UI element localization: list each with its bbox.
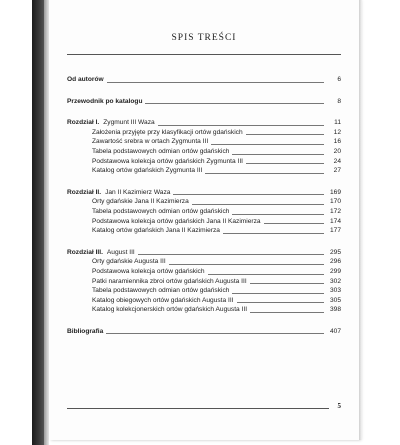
entry-page-number: 172 (329, 207, 341, 215)
leader-line (107, 82, 324, 83)
entry-text: Podstawowa kolekcja ortów gdańskich (92, 267, 205, 275)
toc-entry (67, 97, 341, 107)
toc-entry (67, 75, 341, 85)
toc-entry (67, 327, 341, 337)
toc-entry-title (92, 226, 220, 236)
leader-line (106, 333, 324, 334)
entry-page-number: 407 (329, 327, 341, 335)
entry-page-number: 6 (337, 76, 341, 83)
toc-entry-title (92, 137, 208, 147)
entry-page-number: 170 (329, 198, 341, 206)
toc-entry-title (67, 97, 142, 107)
entry-page-number: 302 (329, 277, 341, 285)
toc-chapter-entry (67, 118, 341, 128)
entry-text: Jan II Kazimierz Waza (105, 188, 171, 196)
leader-line (250, 283, 324, 284)
chapter-label: Rozdział I. (67, 119, 100, 127)
entry-text: Podstawowa kolekcja ortów gdańskich Jana II Kazimierza (92, 217, 261, 225)
entry-text: Zawartość srebra w ortach Zygmunta III (92, 138, 209, 146)
toc-subentry (67, 128, 341, 138)
spacer (67, 85, 341, 97)
toc-subentry (67, 157, 341, 167)
entry-text: Tabela podstawowych odmian ortów gdańskich (92, 147, 230, 155)
leader-line (208, 274, 324, 275)
entry-text: Katalog obiegowych ortów gdańskich Augusta III (92, 296, 234, 304)
entry-page-number: 303 (329, 287, 341, 295)
table-of-contents (67, 75, 341, 344)
page-number: 5 (337, 402, 341, 410)
entry-page-number: 169 (329, 188, 341, 196)
toc-subentry (67, 296, 341, 306)
spacer (67, 315, 341, 327)
spacer (67, 106, 341, 118)
leader-line (173, 194, 324, 195)
entry-text: Założenia przyjęte przy klasyfikacji ortów gdańskich (92, 128, 243, 136)
leader-line (205, 173, 324, 174)
spacer (67, 176, 341, 188)
toc-entry-title (92, 267, 205, 277)
entry-page-number: 398 (329, 306, 341, 314)
leader-line (145, 103, 324, 104)
toc-entry-title (92, 157, 243, 167)
entry-text: Patki naramiennika zbroi ortów gdańskich Augusta III (92, 277, 247, 285)
toc-entry-title (67, 248, 135, 258)
entry-page-number: 296 (329, 258, 341, 266)
leader-line (232, 214, 324, 215)
toc-entry-title (92, 305, 247, 315)
entry-text: Orty gdańskie Augusta III (92, 258, 166, 266)
entry-page-number: 12 (333, 128, 341, 136)
leader-line (246, 134, 324, 135)
leader-line (264, 223, 324, 224)
chapter-label: Rozdział III. (67, 248, 103, 256)
entry-text: Orty gdańskie Jana II Kazimierza (92, 198, 189, 206)
toc-entry-title (92, 147, 229, 157)
toc-subentry (67, 166, 341, 176)
toc-subentry (67, 257, 341, 267)
toc-subentry (67, 267, 341, 277)
entry-page-number: 24 (333, 157, 341, 165)
toc-entry-title (92, 257, 166, 267)
toc-subentry (67, 305, 341, 315)
toc-entry-title (67, 118, 155, 128)
toc-chapter-entry (67, 188, 341, 198)
leader-line (223, 233, 324, 234)
entry-page-number: 27 (333, 167, 341, 175)
toc-entry-title (92, 166, 202, 176)
toc-chapter-entry (67, 248, 341, 258)
spacer (67, 236, 341, 248)
entry-text: Przewodnik po katalogu (67, 97, 143, 105)
entry-text: Podstawowa kolekcja ortów gdańskich Zygmunta III (92, 157, 243, 165)
toc-entry-title (92, 217, 261, 227)
leader-line (250, 312, 324, 313)
leader-line (138, 254, 324, 255)
leader-line (169, 264, 324, 265)
leader-line (237, 302, 325, 303)
book-page (49, 0, 359, 440)
entry-text: Od autorów (67, 76, 104, 83)
entry-page-number: 20 (333, 147, 341, 155)
entry-text: Tabela podstawowych odmian ortów gdańskich (92, 207, 230, 215)
toc-subentry (67, 207, 341, 217)
entry-page-number: 177 (329, 227, 341, 235)
page-title: SPIS TREŚCI (171, 33, 237, 43)
footer-rule (67, 408, 329, 409)
entry-page-number: 299 (329, 267, 341, 275)
chapter-label: Rozdział II. (67, 188, 102, 196)
entry-page-number: 8 (337, 97, 341, 105)
toc-entry-title (92, 207, 229, 217)
leader-line (211, 144, 324, 145)
spacer (67, 336, 341, 344)
entry-text: Katalog ortów gdańskich Jana II Kazimierza (92, 227, 220, 235)
toc-entry-title (67, 188, 170, 198)
leader-line (232, 293, 324, 294)
entry-page-number: 11 (334, 119, 341, 127)
entry-page-number: 295 (329, 248, 341, 256)
toc-subentry (67, 286, 341, 296)
toc-subentry (67, 277, 341, 287)
toc-entry-title (67, 75, 104, 85)
leader-line (158, 125, 324, 126)
header-rule (67, 54, 341, 55)
leader-line (192, 204, 324, 205)
book-spine (32, 0, 44, 445)
toc-subentry (67, 197, 341, 207)
toc-entry-title (92, 286, 229, 296)
entry-page-number: 305 (329, 296, 341, 304)
toc-subentry (67, 137, 341, 147)
entry-text: Bibliografia (67, 327, 104, 335)
toc-subentry (67, 226, 341, 236)
leader-line (246, 163, 324, 164)
page-edge (359, 0, 362, 440)
toc-entry-title (67, 327, 103, 337)
entry-text: Zygmunt III Waza (103, 119, 155, 127)
entry-text: Tabela podstawowych odmian ortów gdańskich (92, 287, 230, 295)
entry-page-number: 16 (333, 138, 341, 146)
entry-text: Katalog ortów gdańskich Zygmunta III (92, 167, 203, 175)
toc-entry-title (92, 128, 243, 138)
toc-entry-title (92, 277, 247, 287)
entry-text: Katalog kolekcjonerskich ortów gdańskich Augusta III (92, 306, 248, 314)
entry-page-number: 174 (329, 217, 341, 225)
leader-line (232, 154, 324, 155)
entry-text: August III (106, 248, 135, 256)
toc-entry-title (92, 296, 234, 306)
toc-subentry (67, 217, 341, 227)
toc-subentry (67, 147, 341, 157)
toc-entry-title (92, 197, 189, 207)
